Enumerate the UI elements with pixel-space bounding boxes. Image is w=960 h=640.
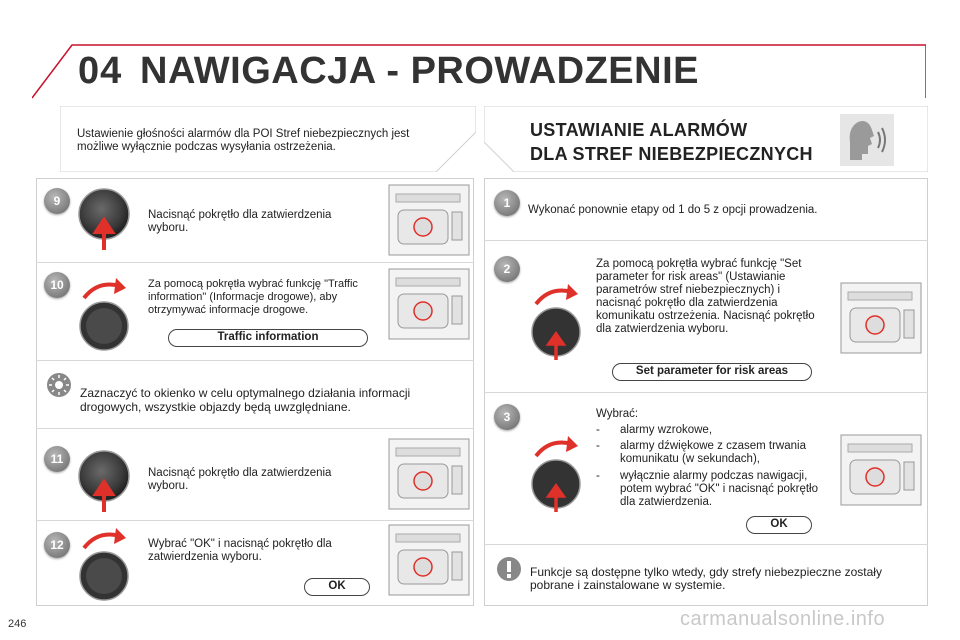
step-badge-12: 12 bbox=[44, 532, 70, 558]
ok-button[interactable]: OK bbox=[304, 578, 370, 596]
control-panel-icon bbox=[840, 282, 922, 354]
page-title: NAWIGACJA - PROWADZENIE bbox=[140, 50, 699, 92]
ok-button[interactable]: OK bbox=[746, 516, 812, 534]
knob-turn-icon bbox=[76, 276, 132, 356]
note-volume: Ustawienie głośności alarmów dla POI Stref niebezpiecznych jest możliwe wyłącznie podczas wysyłania ostrzeżenia. bbox=[77, 128, 410, 153]
set-parameter-risk-areas-button[interactable]: Set parameter for risk areas bbox=[612, 363, 812, 381]
step-badge-1: 1 bbox=[494, 190, 520, 216]
tip-lightbulb-icon bbox=[46, 372, 72, 398]
step-3-bullet-2: alarmy dźwiękowe z czasem trwania komunikatu (w sekundach), bbox=[620, 440, 806, 465]
control-panel-icon bbox=[388, 184, 470, 256]
step-badge-3: 3 bbox=[494, 404, 520, 430]
tip-text: Zaznaczyć to okienko w celu optymalnego działania informacji drogowych, wszystkie objazdy będą uwzględniane. bbox=[80, 386, 411, 414]
voice-alert-icon bbox=[840, 114, 894, 166]
step-11-text: Nacisnąć pokrętło dla zatwierdzenia wyboru. bbox=[148, 467, 332, 492]
step-3-bullet-1: alarmy wzrokowe, bbox=[620, 424, 713, 436]
section-title-line2: DLA STREF NIEBEZPIECZNYCH bbox=[530, 144, 813, 164]
knob-press-icon bbox=[76, 448, 132, 518]
step-3-intro: Wybrać: bbox=[596, 408, 639, 420]
step-12-text: Wybrać "OK" i nacisnąć pokrętło dla zatwierdzenia wyboru. bbox=[148, 538, 332, 563]
knob-turn-icon bbox=[76, 528, 132, 604]
warning-icon bbox=[496, 556, 522, 582]
chapter-number: 04 bbox=[78, 50, 123, 92]
section-title-line1: USTAWIANIE ALARMÓW bbox=[530, 120, 748, 140]
knob-press-icon bbox=[76, 186, 132, 256]
step-1-text: Wykonać ponownie etapy od 1 do 5 z opcji prowadzenia. bbox=[528, 204, 818, 216]
step-badge-11: 11 bbox=[44, 446, 70, 472]
knob-turn-icon bbox=[528, 434, 584, 514]
step-badge-10: 10 bbox=[44, 272, 70, 298]
watermark: carmanualsonline.info bbox=[680, 608, 886, 630]
control-panel-icon bbox=[388, 438, 470, 510]
step-badge-9: 9 bbox=[44, 188, 70, 214]
control-panel-icon bbox=[388, 268, 470, 340]
traffic-information-button[interactable]: Traffic information bbox=[168, 329, 368, 347]
page-number: 246 bbox=[8, 618, 27, 630]
knob-turn-icon bbox=[528, 282, 584, 362]
step-badge-2: 2 bbox=[494, 256, 520, 282]
step-2-text: Za pomocą pokrętła wybrać funkcję "Set parameter for risk areas" (Ustawianie parametrów stref niebezpiecznych) i nacisnąć pokrętło dla zatwierdzenia komunikatu ostrzeżenia. Nacisnąć pokrętło dla zatwierdzenia wyboru. bbox=[596, 258, 815, 335]
control-panel-icon bbox=[388, 524, 470, 596]
step-9-text: Nacisnąć pokrętło dla zatwierdzenia wyboru. bbox=[148, 209, 332, 234]
page-header bbox=[32, 44, 926, 102]
warning-text: Funkcje są dostępne tylko wtedy, gdy strefy niebezpieczne zostały pobrane i zainstalowane w systemie. bbox=[530, 565, 882, 592]
control-panel-icon bbox=[840, 434, 922, 506]
step-3-bullet-3: wyłącznie alarmy podczas nawigacji, potem wybrać "OK" i nacisnąć pokrętło dla zatwierdzenia. bbox=[620, 470, 818, 508]
step-10-text: Za pomocą pokrętła wybrać funkcję "Traffic information" (Informacje drogowe), aby otrzymywać informacje drogowe. bbox=[148, 278, 358, 316]
